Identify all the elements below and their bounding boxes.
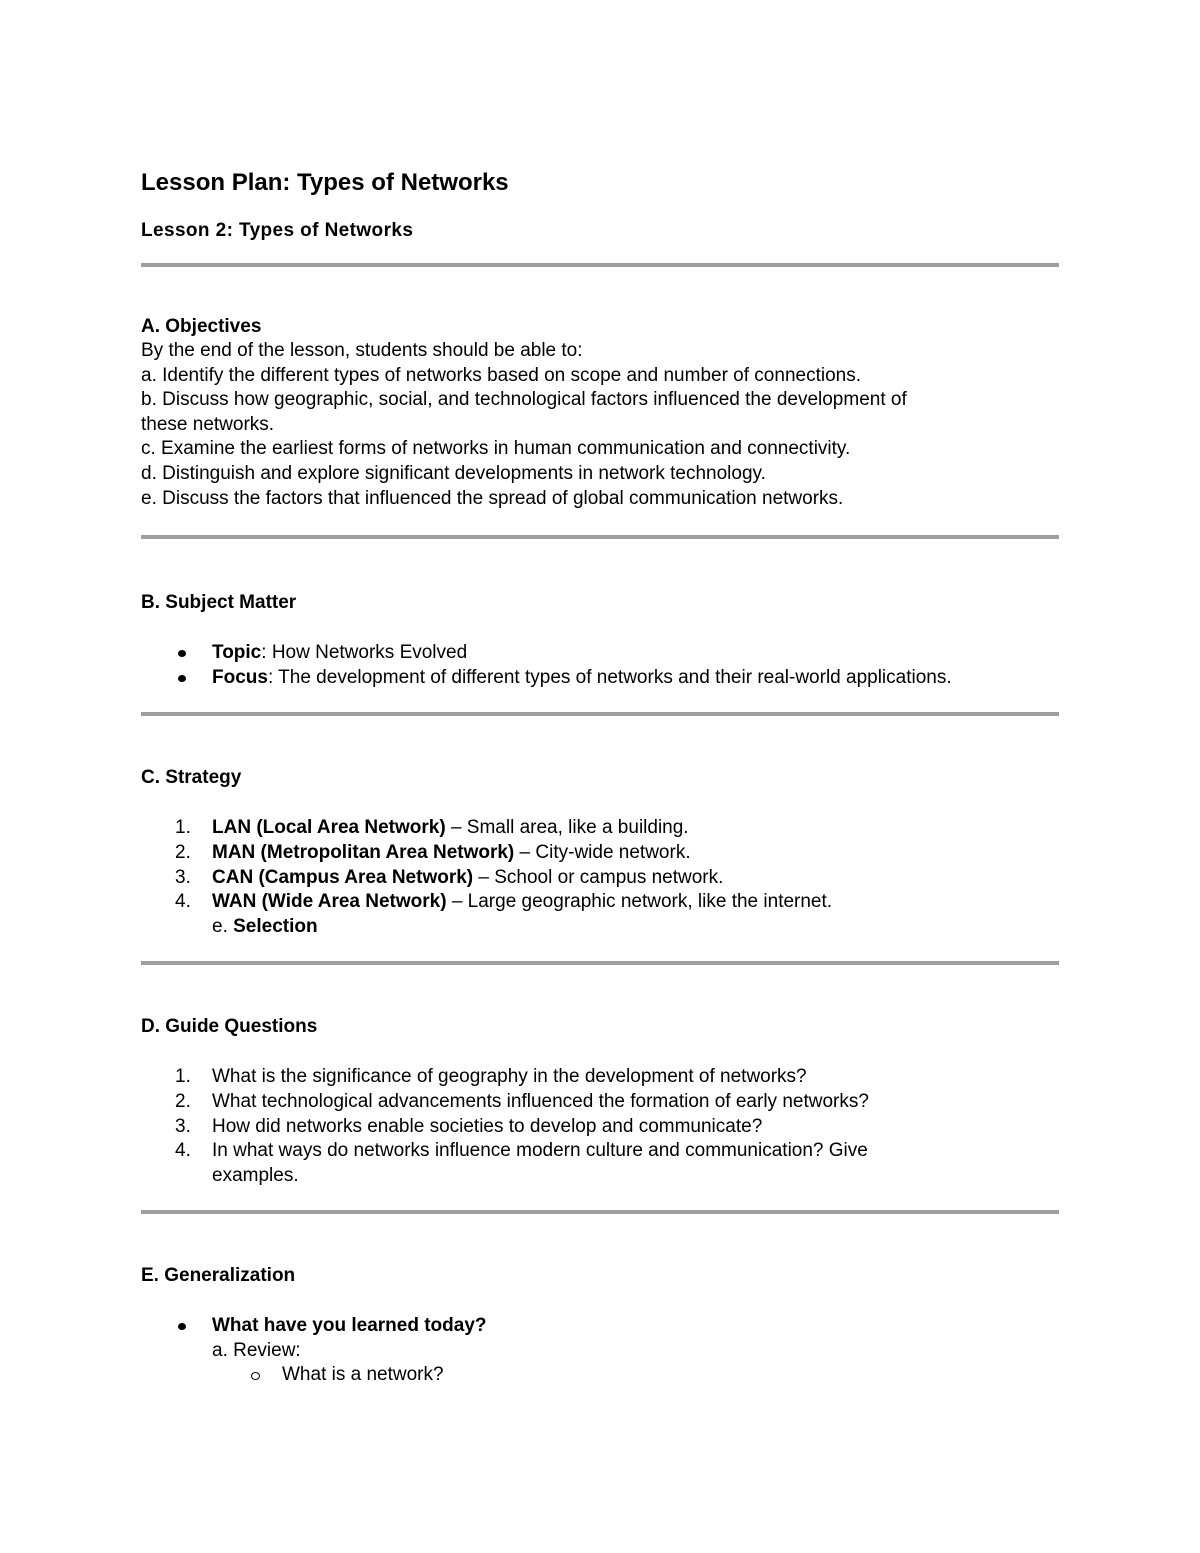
guide-questions-heading: D. Guide Questions — [141, 1016, 318, 1038]
item-text-continued: examples. — [212, 1164, 299, 1186]
list-item — [141, 816, 1059, 841]
objective-item: b. Discuss how geographic, social, and technological factors influenced the development of — [141, 389, 907, 411]
list-item — [141, 666, 1059, 691]
list-item — [141, 1090, 1059, 1115]
objectives-intro: By the end of the lesson, students should be able to: — [141, 340, 583, 361]
item-text: : How Networks Evolved — [261, 642, 468, 664]
generalization-section — [141, 1264, 1059, 1388]
divider — [141, 263, 1059, 267]
item-text: – School or campus network. — [473, 866, 724, 888]
objective-item-continued: these networks. — [141, 413, 275, 435]
item-label: What have you learned today? — [212, 1315, 487, 1337]
list-number: 4. — [175, 891, 191, 913]
item-text: – Small area, like a building. — [445, 817, 689, 839]
item-text: How did networks enable societies to develop and communicate? — [212, 1115, 763, 1137]
item-label: LAN (Local Area Network) — [212, 817, 446, 839]
bullet-icon — [178, 1323, 186, 1330]
strategy-heading: C. Strategy — [141, 767, 242, 789]
divider — [141, 961, 1059, 965]
subject-matter-section — [141, 591, 1059, 690]
item-label: CAN (Campus Area Network) — [212, 866, 474, 888]
objective-item: c. Examine the earliest forms of networks in human communication and connectivity. — [141, 438, 851, 460]
list-number: 1. — [175, 817, 191, 839]
strategy-sub-item — [141, 915, 1059, 940]
guide-questions-list — [141, 1065, 1059, 1188]
item-text: What technological advancements influenced the formation of early networks? — [212, 1090, 869, 1112]
list-item — [141, 641, 1059, 666]
item-text: – City-wide network. — [514, 841, 691, 863]
strategy-list — [141, 816, 1059, 914]
list-number: 2. — [175, 1090, 191, 1112]
list-number: 3. — [175, 1115, 191, 1137]
objectives-section — [141, 315, 1059, 511]
lesson-subtitle: Lesson 2: Types of Networks — [141, 220, 414, 241]
objectives-heading: A. Objectives — [141, 316, 262, 337]
item-label: WAN (Wide Area Network) — [212, 891, 447, 913]
item-text: – Large geographic network, like the internet. — [446, 891, 833, 913]
list-item — [141, 841, 1059, 866]
review-label: a. Review: — [212, 1339, 301, 1361]
bullet-icon — [178, 675, 186, 682]
list-item — [141, 866, 1059, 891]
item-label: MAN (Metropolitan Area Network) — [212, 841, 515, 863]
list-item — [141, 890, 1059, 915]
subject-matter-list — [141, 641, 1059, 690]
document-page — [141, 168, 1059, 1388]
sub-item-text: What is a network? — [282, 1364, 444, 1386]
sub-item-label: Selection — [233, 915, 318, 937]
divider — [141, 535, 1059, 539]
generalization-list — [141, 1314, 1059, 1339]
guide-questions-section — [141, 1015, 1059, 1188]
item-text: : The development of different types of networks and their real-world applications. — [267, 666, 952, 688]
generalization-heading: E. Generalization — [141, 1265, 296, 1287]
strategy-section — [141, 766, 1059, 939]
subject-matter-heading: B. Subject Matter — [141, 592, 297, 614]
item-label: Focus — [212, 666, 268, 688]
list-item — [141, 1314, 1059, 1339]
list-number: 2. — [175, 841, 191, 863]
hollow-bullet-icon — [251, 1372, 260, 1380]
item-text: In what ways do networks influence modern culture and communication? Give — [212, 1140, 868, 1162]
review-sub-item — [141, 1363, 1059, 1388]
list-item — [141, 1065, 1059, 1090]
list-number: 3. — [175, 866, 191, 888]
divider — [141, 1210, 1059, 1214]
divider — [141, 712, 1059, 716]
item-text: What is the significance of geography in the development of networks? — [212, 1066, 807, 1088]
bullet-icon — [178, 650, 186, 657]
sub-item-prefix: e. — [212, 915, 234, 937]
item-label: Topic — [212, 642, 262, 664]
list-number: 1. — [175, 1066, 191, 1088]
list-item — [141, 1115, 1059, 1140]
objective-item: d. Distinguish and explore significant developments in network technology. — [141, 462, 766, 484]
objective-item: a. Identify the different types of networks based on scope and number of connections. — [141, 364, 861, 386]
page-title: Lesson Plan: Types of Networks — [141, 169, 509, 196]
list-item — [141, 1139, 1059, 1188]
list-number: 4. — [175, 1140, 191, 1162]
objective-item: e. Discuss the factors that influenced the spread of global communication networks. — [141, 487, 844, 509]
